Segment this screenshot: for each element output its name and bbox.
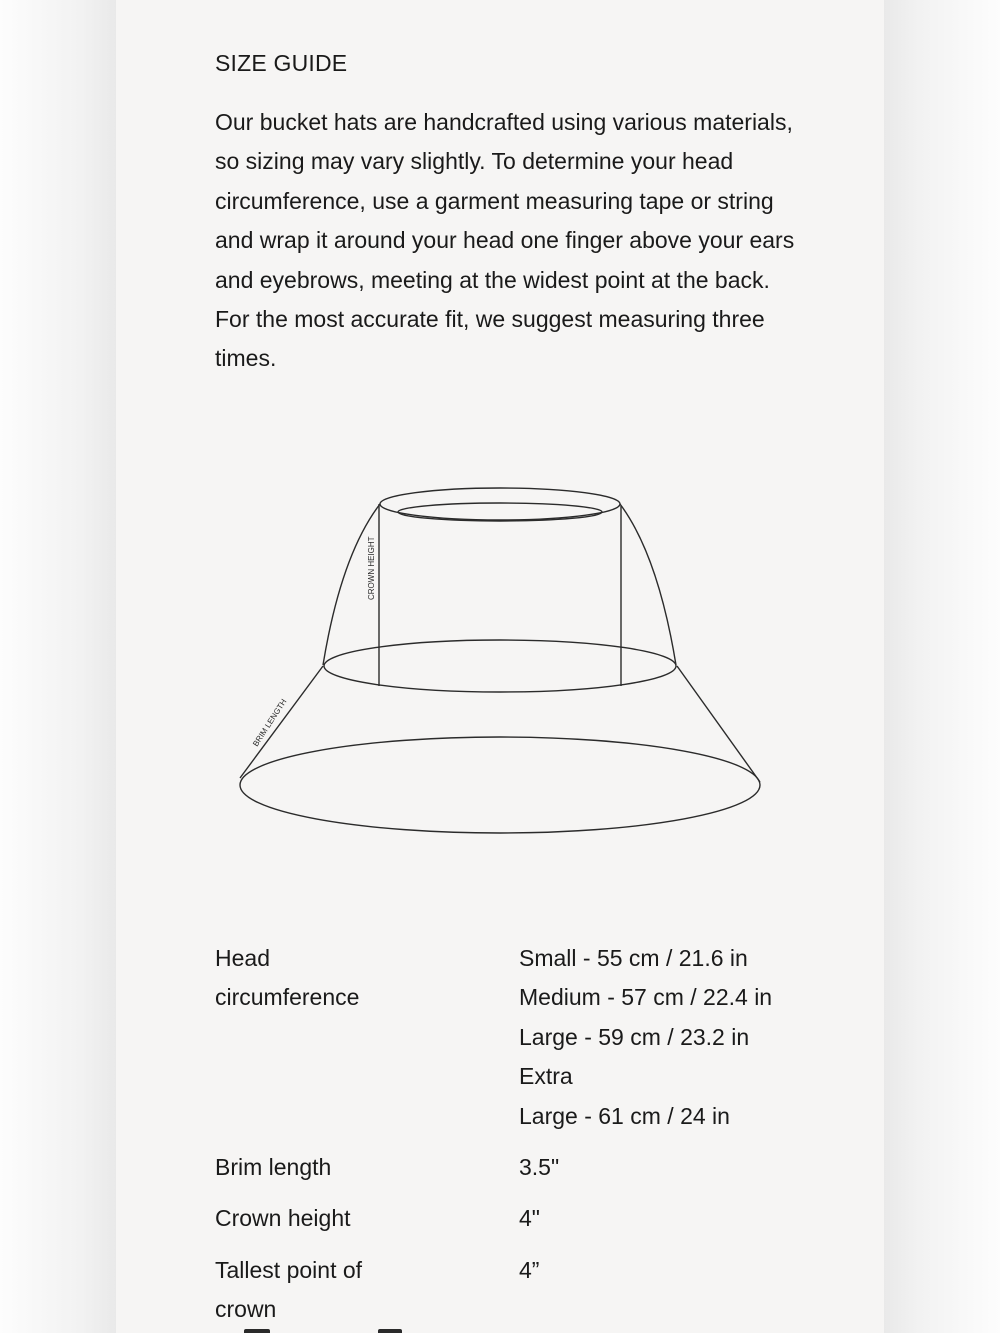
spec-row-crown-height [215, 1199, 835, 1238]
crown-top-inner [398, 503, 602, 521]
spec-value-brim: 3.5" [519, 1154, 560, 1181]
brim-right-edge [677, 666, 760, 782]
spec-row-brim-length [215, 1148, 835, 1187]
spec-label-tallest [215, 1251, 519, 1330]
crown-right-side [620, 504, 676, 665]
size-large: Large - 59 cm / 23.2 in [519, 1023, 750, 1050]
right-shade [884, 0, 1000, 1333]
spec-label-head [215, 939, 519, 1018]
bucket-hat-diagram [116, 460, 884, 860]
bucket-hat-drawing [116, 460, 884, 860]
size-medium: Medium - 57 cm / 22.4 in [519, 984, 773, 1011]
intro-paragraph: Our bucket hats are handcrafted using various materials, so sizing may vary slightly. To determine your head circumference, use a garment measuring tape or string and wrap it around your head one finger above your ears and eyebrows, meeting at the widest point at the back. For the most accurate fit, we suggest measuring three times. [215, 109, 795, 372]
spec-row-head-circumference [215, 939, 835, 1136]
spec-value-head [519, 939, 819, 1136]
brim-left-edge [240, 666, 323, 778]
size-extra-large-line2: Large - 61 cm / 24 in [519, 1102, 730, 1129]
spec-label-head-line1: Head [215, 945, 270, 971]
spec-row-tallest-point [215, 1251, 835, 1330]
cropped-shape-1 [244, 1329, 270, 1333]
spec-label-tallest-line1: Tallest point of [215, 1256, 363, 1283]
bottom-cropped-content [116, 1327, 884, 1333]
crown-top-outer [380, 488, 620, 520]
brim-outer-edge [240, 737, 760, 833]
size-spec-table [215, 939, 835, 1330]
hat-band [324, 640, 676, 692]
cropped-shape-2 [378, 1329, 402, 1333]
left-shade [0, 0, 116, 1333]
spec-value-tallest: 4” [519, 1256, 540, 1283]
spec-label-tallest-line2: crown [215, 1296, 277, 1323]
size-extra-large-line1: Extra [519, 1063, 573, 1090]
crown-height-label: CROWN HEIGHT [367, 536, 376, 600]
size-small: Small - 55 cm / 21.6 in [519, 945, 748, 971]
spec-value-crown: 4" [519, 1205, 540, 1232]
size-guide-panel [116, 0, 884, 1333]
spec-label-brim: Brim length [215, 1154, 332, 1181]
spec-label-crown: Crown height [215, 1205, 351, 1232]
brim-length-label: BRIM LENGTH [251, 697, 289, 749]
spec-label-head-line2: circumference [215, 984, 360, 1011]
page-title: SIZE GUIDE [215, 50, 348, 76]
